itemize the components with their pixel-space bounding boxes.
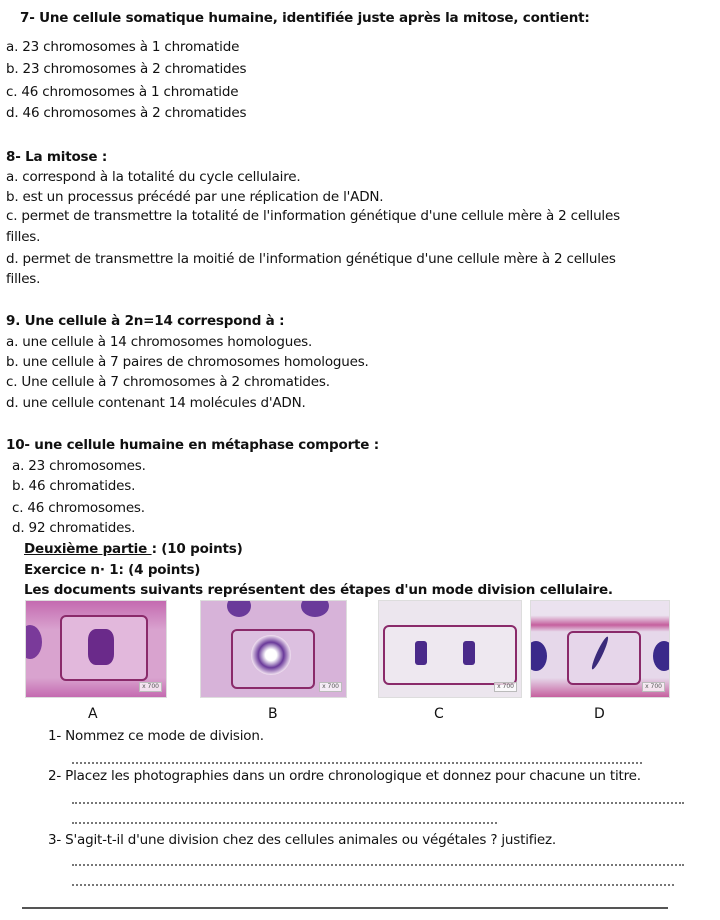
answer-line[interactable] (72, 822, 497, 824)
answer-line[interactable] (72, 802, 684, 804)
option-d-cont: filles. (6, 271, 41, 287)
nucleus (301, 600, 329, 617)
nucleus (530, 641, 547, 671)
question-9-title: 9. Une cellule à 2n=14 correspond à : (6, 313, 285, 329)
chromosomes (88, 629, 114, 665)
chromosomes (415, 641, 427, 665)
magnification-label: x 700 (319, 682, 342, 692)
option-a: a. correspond à la totalité du cycle cellulaire. (6, 169, 301, 185)
photo-label-b: B (268, 706, 278, 722)
nucleus (227, 600, 251, 617)
nucleus (251, 635, 291, 675)
option-b: b. 23 chromosomes à 2 chromatides (6, 61, 247, 77)
option-d: d. 46 chromosomes à 2 chromatides (6, 105, 247, 121)
option-b: b. 46 chromatides. (12, 478, 136, 494)
magnification-label: x 700 (139, 682, 162, 692)
option-b: b. est un processus précédé par une réplication de l'ADN. (6, 189, 384, 205)
exercise-intro: Les documents suivants représentent des étapes d'un mode division cellulaire. (24, 582, 613, 598)
magnification-label: x 700 (642, 682, 665, 692)
answer-line[interactable] (72, 762, 642, 764)
option-a: a. 23 chromosomes. (12, 458, 146, 474)
exercise-heading: Exercice n· 1: (4 points) (24, 562, 201, 578)
option-c: c. 46 chromosomes. (12, 500, 145, 516)
part-heading-points: : (10 points) (151, 541, 243, 557)
chromosomes (463, 641, 475, 665)
question-3: 3- S'agit-t-il d'une division chez des cellules animales ou végétales ? justifiez. (48, 832, 556, 848)
option-d: d. permet de transmettre la moitié de l'information génétique d'une cellule mère à 2 cellules (6, 251, 616, 267)
question-10-title: 10- une cellule humaine en métaphase comporte : (6, 437, 379, 453)
option-c-cont: filles. (6, 229, 41, 245)
option-d: d. 92 chromatides. (12, 520, 136, 536)
option-b: b. une cellule à 7 paires de chromosomes homologues. (6, 354, 369, 370)
photo-b (200, 600, 347, 698)
question-8-title: 8- La mitose : (6, 149, 108, 165)
photo-d (530, 600, 670, 698)
magnification-label: x 700 (494, 682, 517, 692)
answer-line[interactable] (72, 884, 674, 886)
nucleus (25, 625, 42, 659)
question-2: 2- Placez les photographies dans un ordre chronologique et donnez pour chacune un titre. (48, 768, 641, 784)
option-d: d. une cellule contenant 14 molécules d'ADN. (6, 395, 306, 411)
answer-line[interactable] (72, 864, 684, 866)
option-c: c. 46 chromosomes à 1 chromatide (6, 84, 239, 100)
part-heading-title: Deuxième partie (24, 541, 152, 557)
option-a: a. une cellule à 14 chromosomes homologues. (6, 334, 313, 350)
part-heading (24, 539, 243, 559)
photo-label-a: A (88, 706, 98, 722)
question-7-title: 7- Une cellule somatique humaine, identifiée juste après la mitose, contient: (20, 10, 590, 26)
option-c: c. permet de transmettre la totalité de l'information génétique d'une cellule mère à 2 cellules (6, 208, 620, 224)
question-1: 1- Nommez ce mode de division. (48, 728, 264, 744)
option-c: c. Une cellule à 7 chromosomes à 2 chromatides. (6, 374, 330, 390)
nucleus (653, 641, 670, 671)
cell (383, 625, 517, 685)
footer-divider (22, 907, 668, 909)
photo-label-c: C (434, 706, 444, 722)
photo-a (25, 600, 167, 698)
photo-label-d: D (594, 706, 605, 722)
option-a: a. 23 chromosomes à 1 chromatide (6, 39, 240, 55)
photo-c (378, 600, 522, 698)
